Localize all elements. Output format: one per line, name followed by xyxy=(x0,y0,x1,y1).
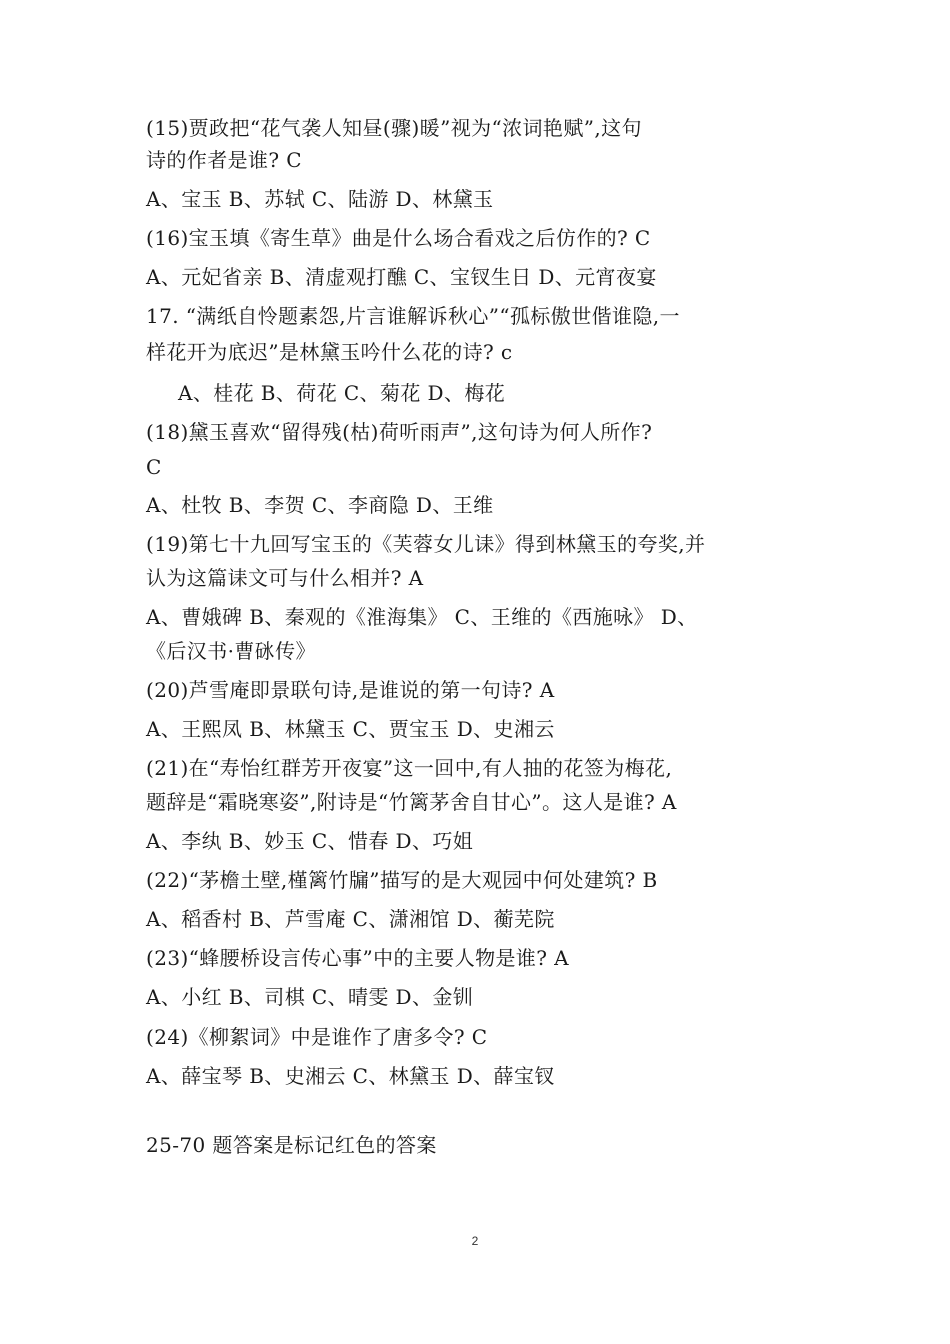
question-17-stem-line-1: 17. “满纸自怜题素怨,片言谁解诉秋心”“孤标傲世偕谁隐,一 xyxy=(146,304,680,328)
question-24-options: A、薛宝琴 B、史湘云 C、林黛玉 D、薛宝钗 xyxy=(146,1064,555,1088)
question-21-stem-line-1: (21)在“寿怡红群芳开夜宴”这一回中,有人抽的花签为梅花, xyxy=(146,756,673,780)
question-19-options-line-1: A、曹娥碑 B、秦观的《淮海集》 C、王维的《西施咏》 D、 xyxy=(146,605,698,629)
question-16-options: A、元妃省亲 B、清虚观打醮 C、宝钗生日 D、元宵夜宴 xyxy=(146,265,657,289)
question-17-options: A、桂花 B、荷花 C、菊花 D、梅花 xyxy=(178,381,506,405)
question-20-options: A、王熙凤 B、林黛玉 C、贾宝玉 D、史湘云 xyxy=(146,717,555,741)
question-23-stem: (23)“蜂腰桥设言传心事”中的主要人物是谁? A xyxy=(146,946,570,970)
question-19-stem-line-1: (19)第七十九回写宝玉的《芙蓉女儿诔》得到林黛玉的夸奖,并 xyxy=(146,532,706,556)
question-18-stem-line-2: C xyxy=(146,455,162,479)
question-21-stem-line-2: 题辞是“霜晓寒姿”,附诗是“竹篱茅舍自甘心”。这人是谁? A xyxy=(146,790,677,814)
question-24-stem: (24)《柳絮词》中是谁作了唐多令? C xyxy=(146,1025,488,1049)
question-21-options: A、李纨 B、妙玉 C、惜春 D、巧姐 xyxy=(146,829,474,853)
question-18-stem-line-1: (18)黛玉喜欢“留得残(枯)荷听雨声”,这句诗为何人所作? xyxy=(146,420,653,444)
question-20-stem: (20)芦雪庵即景联句诗,是谁说的第一句诗? A xyxy=(146,678,555,702)
question-19-options-line-2: 《后汉书·曹砯传》 xyxy=(146,639,316,663)
question-16-stem: (16)宝玉填《寄生草》曲是什么场合看戏之后仿作的? C xyxy=(146,226,651,250)
question-18-options: A、杜牧 B、李贺 C、李商隐 D、王维 xyxy=(146,493,494,517)
question-22-stem: (22)“茅檐土壁,槿篱竹牖”描写的是大观园中何处建筑? B xyxy=(146,868,658,892)
question-19-stem-line-2: 认为这篇诔文可与什么相并? A xyxy=(146,566,424,590)
question-15-stem-line-1: (15)贾政把“花气袭人知昼(骤)暖”视为“浓词艳赋”,这句 xyxy=(146,116,642,140)
question-15-options: A、宝玉 B、苏轼 C、陆游 D、林黛玉 xyxy=(146,187,494,211)
answer-note: 25-70 题答案是标记红色的答案 xyxy=(146,1133,437,1157)
question-17-stem-line-2: 样花开为底迟”是林黛玉吟什么花的诗? c xyxy=(146,340,513,364)
question-15-stem-line-2: 诗的作者是谁? C xyxy=(146,148,302,172)
question-23-options: A、小红 B、司棋 C、晴雯 D、金钏 xyxy=(146,985,474,1009)
question-22-options: A、稻香村 B、芦雪庵 C、潇湘馆 D、蘅芜院 xyxy=(146,907,555,931)
page-number: 2 xyxy=(471,1234,479,1248)
